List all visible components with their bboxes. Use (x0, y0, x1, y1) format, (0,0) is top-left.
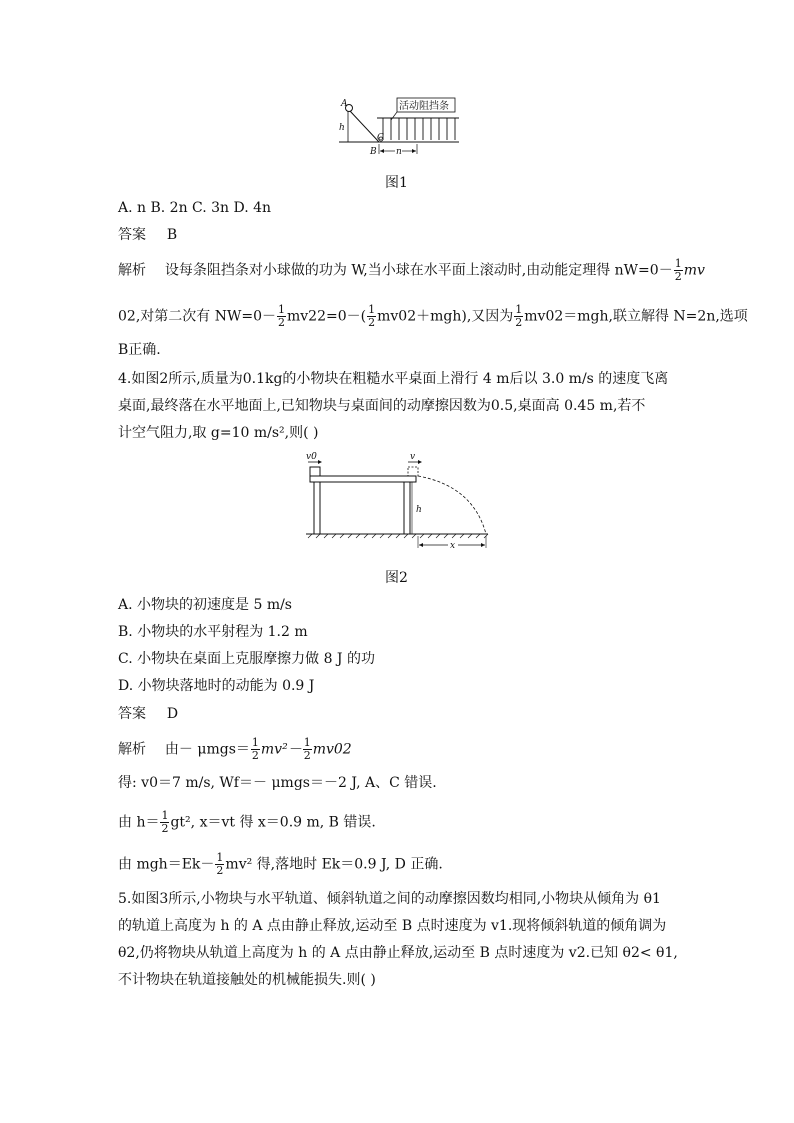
q3-analysis-line-2 (118, 304, 748, 329)
fraction: $\frac{1}{2}$ (515, 303, 523, 329)
q4-option-a: A. 小物块的初速度是 5 m/s (118, 597, 292, 613)
q4-analysis-text-1a: 由－ μmgs＝ (164, 741, 250, 758)
barrier-strips (377, 118, 459, 140)
fraction: $\frac{1}{2}$ (161, 809, 169, 835)
q3-analysis-text-2b: mv22=0－( (287, 308, 367, 325)
q3-analysis-text-1: 设每条阻挡条对小球做的功为 W,当小球在水平面上滚动时,由动能定理得 nW=0－ (164, 262, 673, 279)
q4-answer (118, 704, 178, 724)
q4-option-b: B. 小物块的水平射程为 1.2 m (118, 624, 308, 640)
q4-analysis-text-1b: mv²－ (260, 741, 302, 758)
figure-1-caption: 图1 (385, 175, 408, 191)
q4-stem-line-1: 4.如图2所示,质量为0.1kg的小物块在粗糙水平桌面上滑行 4 m后以 3.0 m/s 的速度飞离 (118, 371, 669, 387)
q4-analysis-line-3 (118, 810, 376, 835)
figure-1-tag: 活动阻挡条 (399, 101, 449, 112)
q5-stem-line-1: 5.如图3所示,小物块与水平轨道、倾斜轨道之间的动摩擦因数均相同,小物块从倾角为 θ1 (118, 891, 661, 907)
q3-answer-value: B (166, 227, 178, 243)
figure-1-label-c: C (377, 133, 384, 143)
q4-analysis-line-1 (118, 737, 352, 762)
figure-2-label-h: h (416, 505, 422, 515)
q4-analysis-label: 解析 (118, 741, 146, 758)
q4-stem-line-3: 计空气阻力,取 g=10 m/s²,则( ) (118, 425, 319, 441)
q3-answer-label: 答案 (118, 227, 146, 243)
q4-analysis-text-3a: 由 h＝ (118, 814, 160, 831)
q3-analysis-text-2c: mv02＋mgh),又因为 (377, 308, 514, 325)
q4-answer-label: 答案 (118, 706, 146, 722)
q3-analysis-label: 解析 (118, 262, 146, 279)
fraction: $\frac{1}{2}$ (368, 303, 376, 329)
trajectory (418, 476, 486, 534)
q3-answer (118, 225, 177, 245)
q4-analysis-text-3b: gt², x＝vt 得 x＝0.9 m, B 错误. (170, 814, 376, 831)
fraction: $\frac{1}{2}$ (251, 736, 259, 762)
fraction: $\frac{1}{2}$ (303, 736, 311, 762)
q3-options: A. n B. 2n C. 3n D. 4n (118, 200, 272, 216)
q3-analysis-line-1 (118, 258, 705, 283)
figure-1-diagram (335, 96, 465, 158)
q4-option-c: C. 小物块在桌面上克服摩擦力做 8 J 的功 (118, 651, 375, 667)
fraction: $\frac{1}{2}$ (674, 257, 682, 283)
q3-analysis-text-2a: 02,对第二次有 NW=0－ (118, 308, 276, 325)
q5-stem-line-4: 不计物块在轨道接触处的机械能损失.则( ) (118, 972, 376, 988)
figure-1-label-a: A (341, 99, 348, 109)
block-start (310, 467, 320, 476)
figure-2-label-x: x (450, 541, 456, 551)
q4-analysis-text-1c: mv02 (312, 741, 352, 758)
q4-analysis-line-2: 得: v0＝7 m/s, Wf＝－ μmgs＝－2 J, A、C 错误. (118, 775, 437, 791)
fraction: $\frac{1}{2}$ (278, 303, 285, 329)
q3-analysis-line-3: B正确. (118, 342, 161, 358)
q3-analysis-text-2d: mv02＝mgh,联立解得 N=2n,选项 (524, 308, 748, 325)
q3-analysis-text-1-end: mv (683, 262, 705, 279)
q4-option-d: D. 小物块落地时的动能为 0.9 J (118, 678, 315, 694)
figure-1-label-b: B (370, 147, 377, 157)
table-top (310, 476, 416, 482)
q4-analysis-line-4 (118, 852, 443, 877)
figure-1-label-h: h (339, 123, 345, 133)
figure-2-caption: 图2 (385, 570, 408, 586)
figure-2-label-v0: v0 (306, 452, 317, 462)
figure-2-diagram (298, 450, 494, 554)
q4-analysis-text-4a: 由 mgh＝Ek－ (118, 856, 215, 873)
q5-stem-line-3: θ2,仍将物块从轨道上高度为 h 的 A 点由静止释放,运动至 B 点时速度为 v2.已知 θ2< θ1, (118, 945, 678, 961)
figure-1-label-n: n (396, 147, 402, 157)
block-edge (408, 467, 418, 476)
q5-stem-line-2: 的轨道上高度为 h 的 A 点由静止释放,运动至 B 点时速度为 v1.现将倾斜轨道的倾角调为 (118, 918, 667, 934)
q4-analysis-text-4b: mv² 得,落地时 Ek＝0.9 J, D 正确. (225, 856, 443, 873)
figure-2-label-v: v (410, 452, 416, 462)
q4-answer-value: D (166, 706, 179, 722)
q4-stem-line-2: 桌面,最终落在水平地面上,已知物块与桌面间的动摩擦因数为0.5,桌面高 0.45 m,若不 (118, 398, 646, 414)
fraction: $\frac{1}{2}$ (216, 851, 224, 877)
